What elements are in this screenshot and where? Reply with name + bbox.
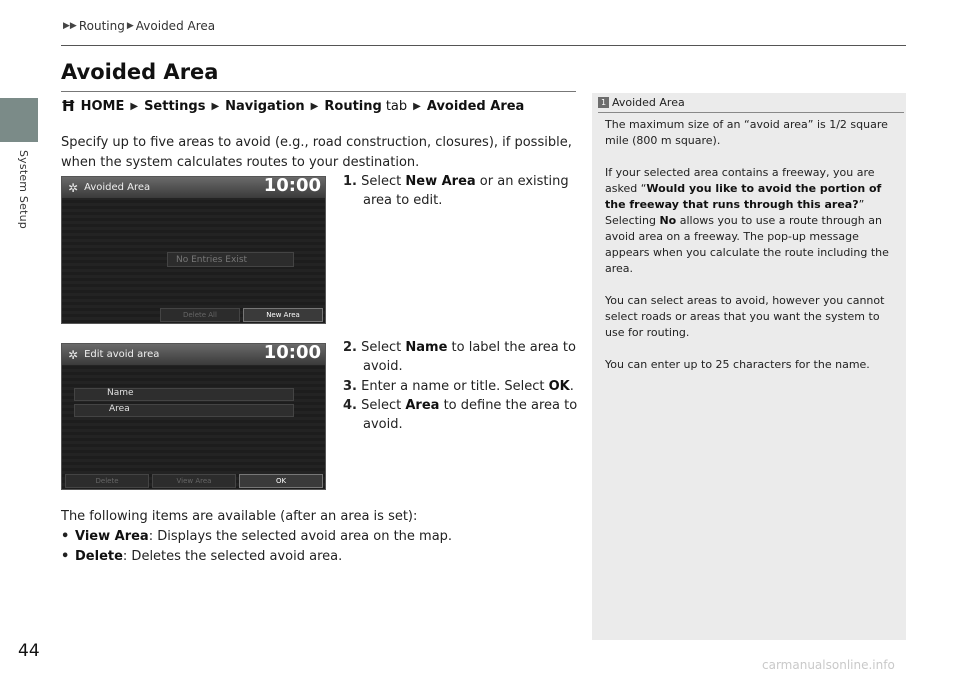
step-keyword: Area xyxy=(405,398,440,413)
path-arrow-icon: ▶ xyxy=(211,100,220,112)
gear-icon: ✲ xyxy=(68,347,79,362)
section-label: System Setup xyxy=(17,150,30,229)
delete-button[interactable]: Delete xyxy=(65,474,149,488)
header-divider xyxy=(61,45,906,46)
step-number: 2. xyxy=(343,340,357,355)
item-keyword: Delete xyxy=(75,549,123,564)
path-routing: Routing xyxy=(324,98,382,114)
intro-paragraph: Specify up to five areas to avoid (e.g., road construction, closures), if possible, when the system calculates routes to your destination. xyxy=(61,135,572,170)
step-text: . xyxy=(569,379,574,394)
path-arrow-icon: ▶ xyxy=(413,100,421,112)
edit-avoid-area-screen xyxy=(61,343,326,490)
page-title: Avoided Area xyxy=(61,60,219,84)
home-icon: Ħ xyxy=(61,97,76,115)
path-tab-word: tab xyxy=(385,98,408,114)
note-divider xyxy=(598,112,904,113)
breadcrumb xyxy=(61,19,215,33)
menu-path xyxy=(61,97,524,115)
breadcrumb-arrow-icon: ▶▶ xyxy=(63,21,77,31)
ok-button[interactable]: OK xyxy=(239,474,323,488)
available-items xyxy=(61,507,576,567)
title-divider xyxy=(61,91,576,92)
bullet-icon: • xyxy=(61,549,70,564)
step-text: Select xyxy=(361,174,406,189)
step-keyword: New Area xyxy=(405,174,476,189)
step-text: or an existing area to edit. xyxy=(363,174,569,208)
list-item xyxy=(61,527,576,547)
list-item xyxy=(61,547,576,567)
gear-icon: ✲ xyxy=(68,180,79,195)
screen-background xyxy=(62,365,325,489)
note-paragraph xyxy=(605,165,897,277)
note-keyword: Would you like to avoid the portion of the freeway that runs through this area? xyxy=(605,182,882,211)
screen-title: Avoided Area xyxy=(84,182,151,193)
note-text: Selecting xyxy=(605,214,660,227)
note-keyword: No xyxy=(659,214,677,227)
note-heading-text: Avoided Area xyxy=(612,96,685,109)
page-number: 44 xyxy=(18,641,40,661)
step-number: 3. xyxy=(343,379,357,394)
available-items-list xyxy=(61,527,576,567)
step-text: to label the area to avoid. xyxy=(363,340,576,374)
screen-title: Edit avoid area xyxy=(84,349,160,360)
step-1 xyxy=(343,172,593,210)
step-3 xyxy=(343,377,593,396)
note-text: allows you to use a route through an avoid area on a freeway. The pop-up message appears when you calculate the route including the area. xyxy=(605,214,889,275)
step-number: 4. xyxy=(343,398,357,413)
path-settings: Settings xyxy=(144,98,206,114)
breadcrumb-item-avoided-area: Avoided Area xyxy=(135,19,216,33)
step-keyword: OK xyxy=(548,379,570,394)
note-heading xyxy=(598,96,685,109)
new-area-button[interactable]: New Area xyxy=(243,308,323,322)
screen-clock: 10:00 xyxy=(263,343,321,363)
available-items-lead: The following items are available (after an area is set): xyxy=(61,509,418,524)
note-body xyxy=(605,117,897,389)
step-keyword: Name xyxy=(405,340,448,355)
step-text: Enter a name or title. Select xyxy=(361,379,549,394)
note-icon: 1 xyxy=(598,97,609,108)
path-home: HOME xyxy=(80,98,125,114)
watermark: carmanualsonline.info xyxy=(762,658,895,672)
item-keyword: View Area xyxy=(75,529,149,544)
note-paragraph: The maximum size of an “avoid area” is 1/2 square mile (800 m square). xyxy=(605,118,888,147)
step-text: Select xyxy=(361,398,406,413)
note-text: ” xyxy=(858,198,865,211)
step-text: Select xyxy=(361,340,406,355)
step-2 xyxy=(343,338,593,376)
no-entries-message: No Entries Exist xyxy=(167,252,294,267)
note-paragraph: You can select areas to avoid, however you cannot select roads or areas that you want the system to use for routing. xyxy=(605,294,885,339)
breadcrumb-item-routing: Routing xyxy=(78,19,125,33)
area-label: Area xyxy=(109,404,130,414)
path-arrow-icon: ▶ xyxy=(130,100,139,112)
note-text: If your selected area contains a freeway, you are asked “ xyxy=(605,166,875,195)
avoided-area-screen xyxy=(61,176,326,324)
name-label: Name xyxy=(107,388,134,398)
section-tab xyxy=(0,98,38,142)
breadcrumb-arrow-icon: ▶ xyxy=(126,21,134,31)
step-text: to define the area to avoid. xyxy=(363,398,578,432)
area-field[interactable] xyxy=(74,404,294,417)
delete-all-button[interactable]: Delete All xyxy=(160,308,240,322)
step-4 xyxy=(343,396,593,434)
note-paragraph: You can enter up to 25 characters for the name. xyxy=(605,358,870,371)
path-avoided-area: Avoided Area xyxy=(426,98,525,114)
path-navigation: Navigation xyxy=(225,98,305,114)
view-area-button[interactable]: View Area xyxy=(152,474,236,488)
item-text: : Displays the selected avoid area on the map. xyxy=(148,529,453,544)
path-arrow-icon: ▶ xyxy=(310,100,319,112)
item-text: : Deletes the selected avoid area. xyxy=(122,549,343,564)
step-number: 1. xyxy=(343,174,357,189)
screen-clock: 10:00 xyxy=(263,176,321,196)
bullet-icon: • xyxy=(61,529,70,544)
